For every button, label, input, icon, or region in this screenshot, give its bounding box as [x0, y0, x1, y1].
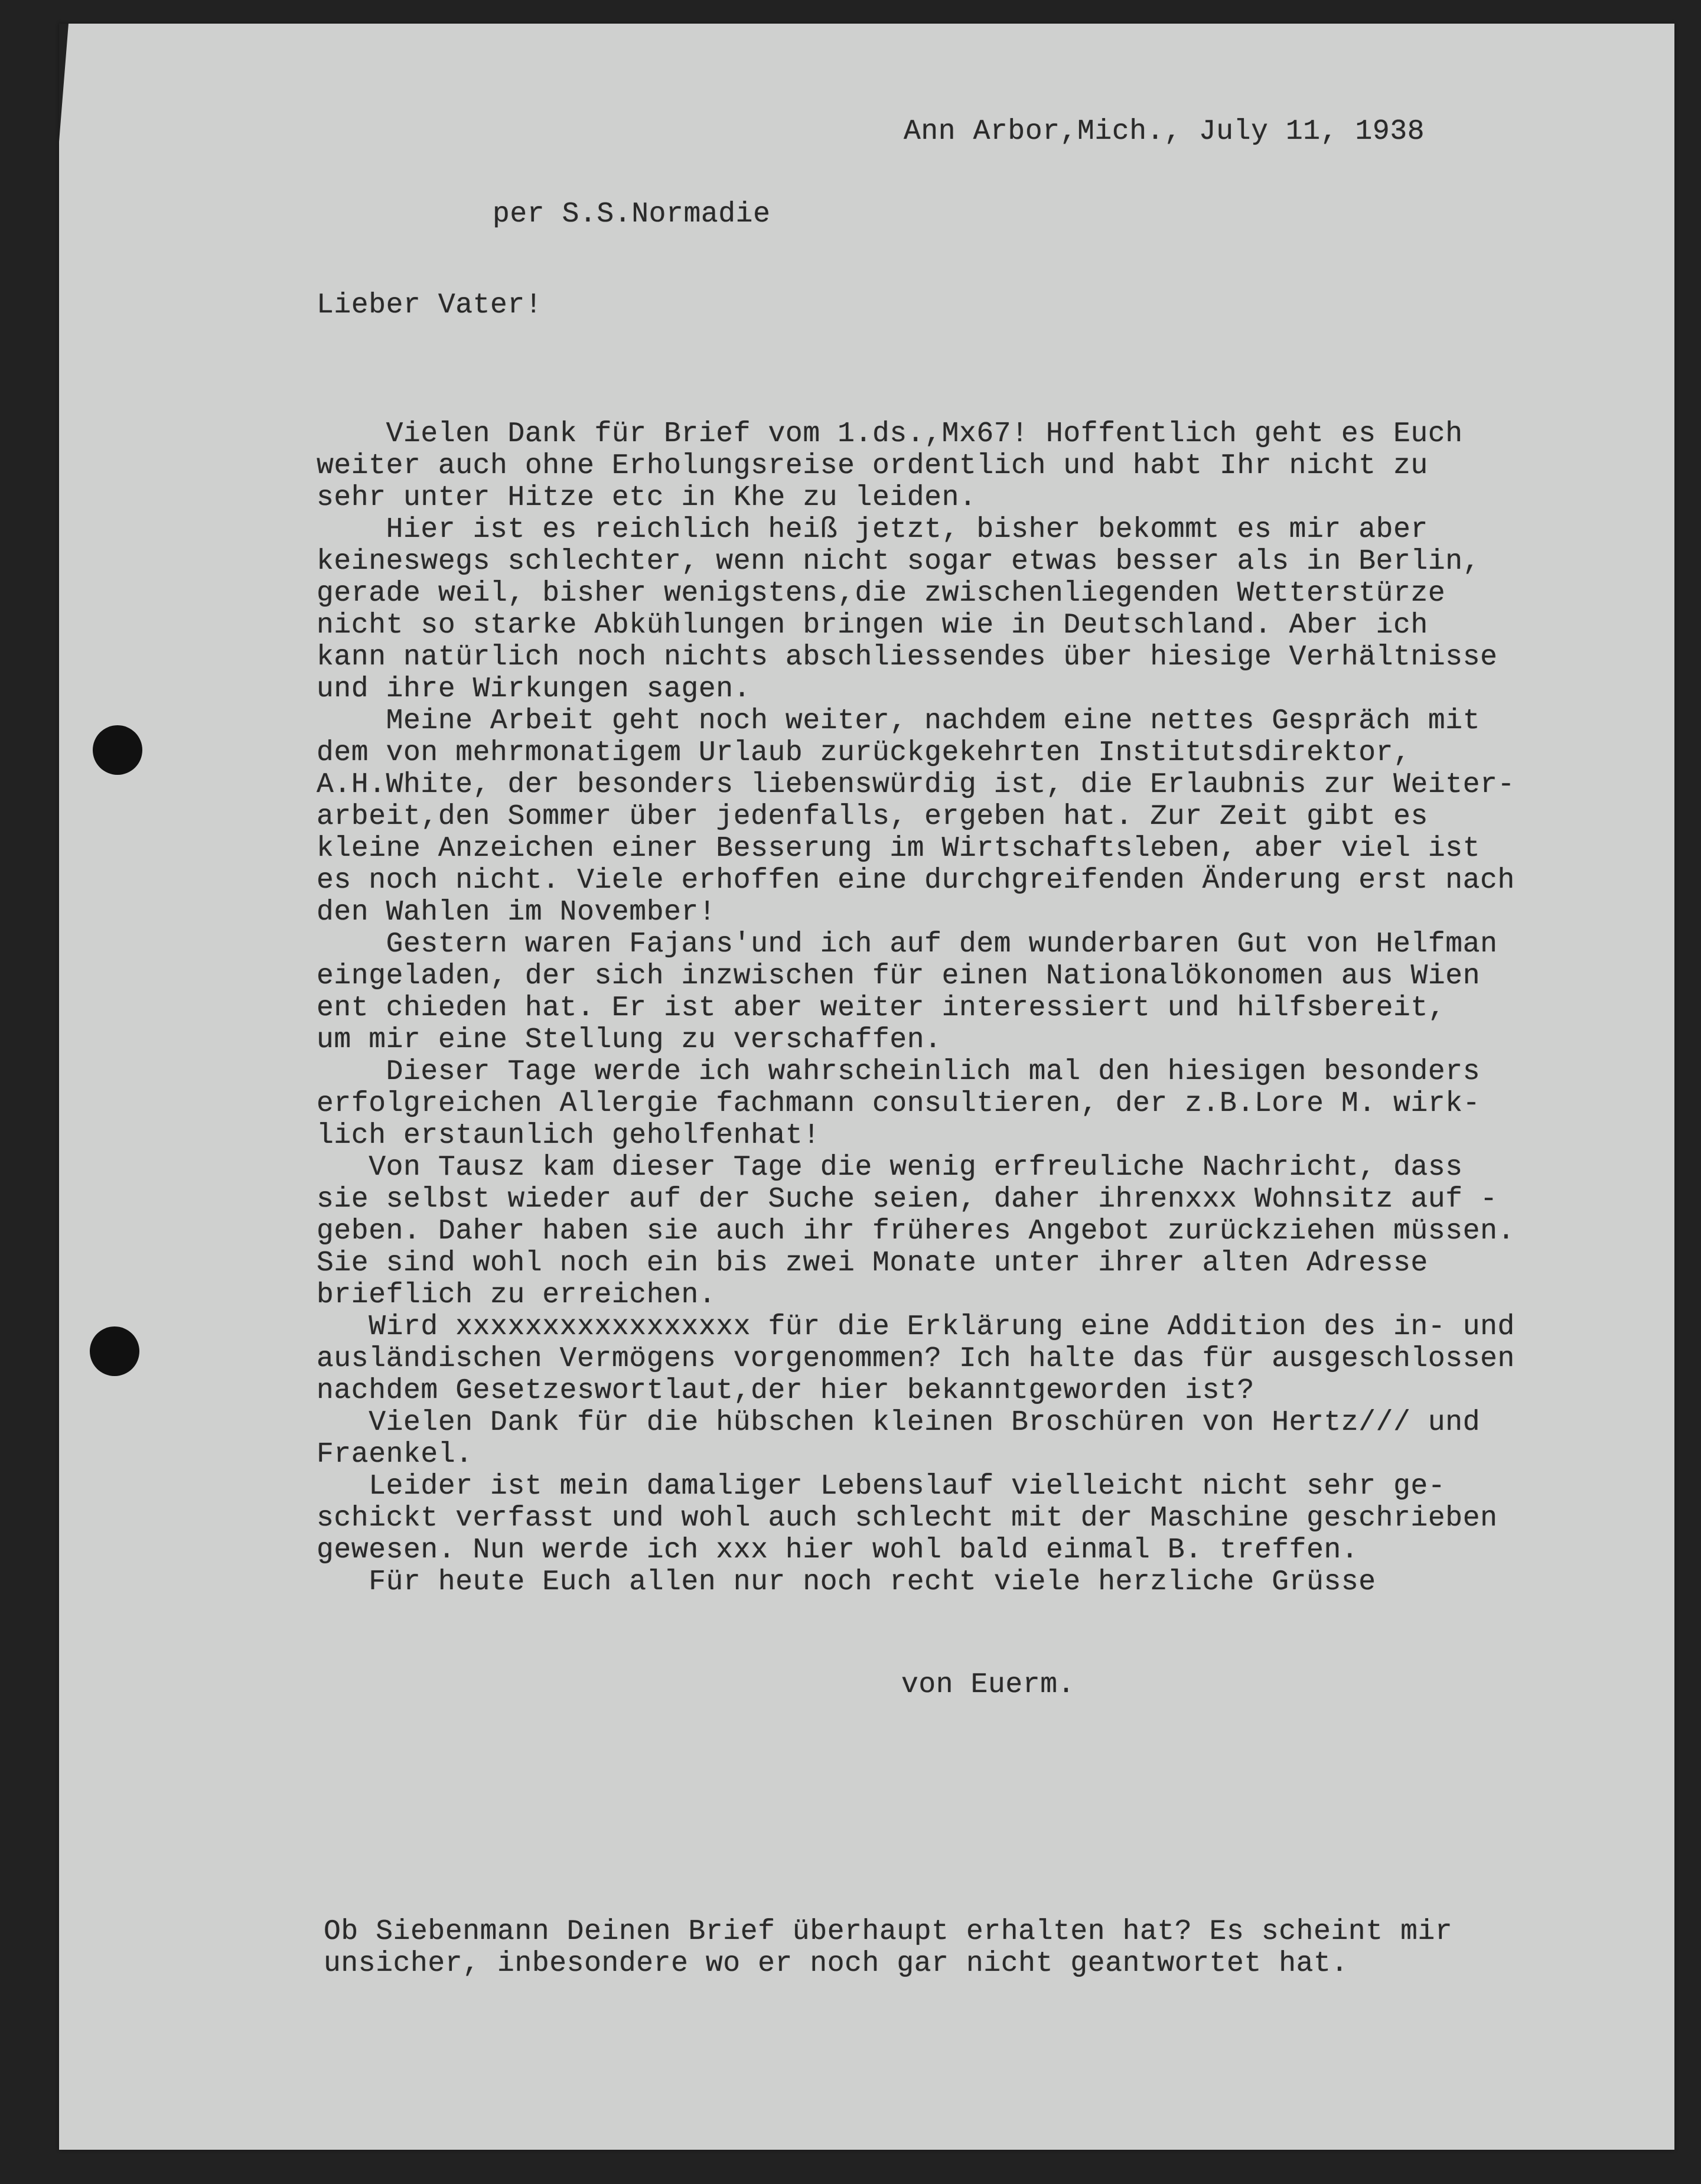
text-line: geben. Daher haben sie auch ihr früheres Angebot zurückziehen müssen. [317, 1215, 1515, 1247]
text-line: weiter auch ohne Erholungsreise ordentlich und habt Ihr nicht zu [317, 450, 1428, 482]
punch-hole-top [93, 725, 142, 775]
letter-date-line: Ann Arbor,Mich., July 11, 1938 [904, 116, 1425, 148]
text-line: dem von mehrmonatigem Urlaub zurückgekehrten Institutsdirektor, [317, 737, 1411, 769]
text-line: Sie sind wohl noch ein bis zwei Monate unter ihrer alten Adresse [317, 1247, 1428, 1279]
text-line: schickt verfasst und wohl auch schlecht mit der Maschine geschrieben [317, 1502, 1498, 1534]
text-line: es noch nicht. Viele erhoffen eine durchgreifenden Änderung erst nach [317, 865, 1515, 897]
punch-hole-bottom [90, 1326, 139, 1376]
text-line: ent chieden hat. Er ist aber weiter interessiert und hilfsbereit, [317, 992, 1446, 1024]
page-corner-fold [59, 24, 69, 142]
text-line: nachdem Gesetzeswortlaut,der hier bekanntgeworden ist? [317, 1375, 1254, 1407]
text-line: und ihre Wirkungen sagen. [317, 673, 751, 705]
text-line: Hier ist es reichlich heiß jetzt, bisher bekommt es mir aber [317, 514, 1428, 546]
text-line: Gestern waren Fajans'und ich auf dem wunderbaren Gut von Helfman [317, 928, 1498, 960]
text-line: den Wahlen im November! [317, 897, 716, 928]
text-line: Vielen Dank für Brief vom 1.ds.,Mx67! Hoffentlich geht es Euch [317, 418, 1463, 450]
text-line: Wird xxxxxxxxxxxxxxxxx für die Erklärung eine Addition des in- und [317, 1311, 1515, 1343]
text-line: Für heute Euch allen nur noch recht viele herzliche Grüsse [317, 1566, 1376, 1598]
text-line: nicht so starke Abkühlungen bringen wie in Deutschland. Aber ich [317, 609, 1428, 641]
text-line: Von Tausz kam dieser Tage die wenig erfreuliche Nachricht, dass [317, 1152, 1463, 1184]
text-line: unsicher, inbesondere wo er noch gar nicht geantwortet hat. [324, 1948, 1348, 1980]
text-line: kann natürlich noch nichts abschliessendes über hiesige Verhältnisse [317, 641, 1498, 673]
text-line: Meine Arbeit geht noch weiter, nachdem eine nettes Gespräch mit [317, 705, 1481, 737]
letter-closing: von Euerm. [901, 1669, 1076, 1701]
text-line: arbeit,den Sommer über jedenfalls, ergeben hat. Zur Zeit gibt es [317, 801, 1428, 833]
text-line: um mir eine Stellung zu verschaffen. [317, 1024, 942, 1056]
text-line: eingeladen, der sich inzwischen für einen Nationalökonomen aus Wien [317, 960, 1481, 992]
letter-ship-line: per S.S.Normadie [493, 198, 771, 230]
text-line: Leider ist mein damaliger Lebenslauf vielleicht nicht sehr ge- [317, 1471, 1446, 1502]
text-line: Fraenkel. [317, 1439, 473, 1471]
text-line: gewesen. Nun werde ich xxx hier wohl bald einmal B. treffen. [317, 1534, 1359, 1566]
text-line: ausländischen Vermögens vorgenommen? Ich halte das für ausgeschlossen [317, 1343, 1515, 1375]
text-line: gerade weil, bisher wenigstens,die zwischenliegenden Wetterstürze [317, 578, 1446, 609]
letter-body [317, 418, 1651, 1598]
letter-postscript [324, 1916, 1647, 1980]
text-line: Ob Siebenmann Deinen Brief überhaupt erhalten hat? Es scheint mir [324, 1916, 1453, 1948]
text-line: keineswegs schlechter, wenn nicht sogar etwas besser als in Berlin, [317, 546, 1481, 578]
text-line: lich erstaunlich geholfenhat! [317, 1120, 820, 1152]
text-line: sehr unter Hitze etc in Khe zu leiden. [317, 482, 977, 514]
text-line: erfolgreichen Allergie fachmann consultieren, der z.B.Lore M. wirk- [317, 1088, 1481, 1120]
text-line: brieflich zu erreichen. [317, 1279, 716, 1311]
text-line: kleine Anzeichen einer Besserung im Wirtschaftsleben, aber viel ist [317, 833, 1481, 865]
text-line: A.H.White, der besonders liebenswürdig ist, die Erlaubnis zur Weiter- [317, 769, 1515, 801]
letter-salutation: Lieber Vater! [317, 289, 543, 321]
text-line: sie selbst wieder auf der Suche seien, daher ihrenxxx Wohnsitz auf - [317, 1184, 1498, 1215]
text-line: Vielen Dank für die hübschen kleinen Broschüren von Hertz/// und [317, 1407, 1481, 1439]
text-line: Dieser Tage werde ich wahrscheinlich mal den hiesigen besonders [317, 1056, 1481, 1088]
